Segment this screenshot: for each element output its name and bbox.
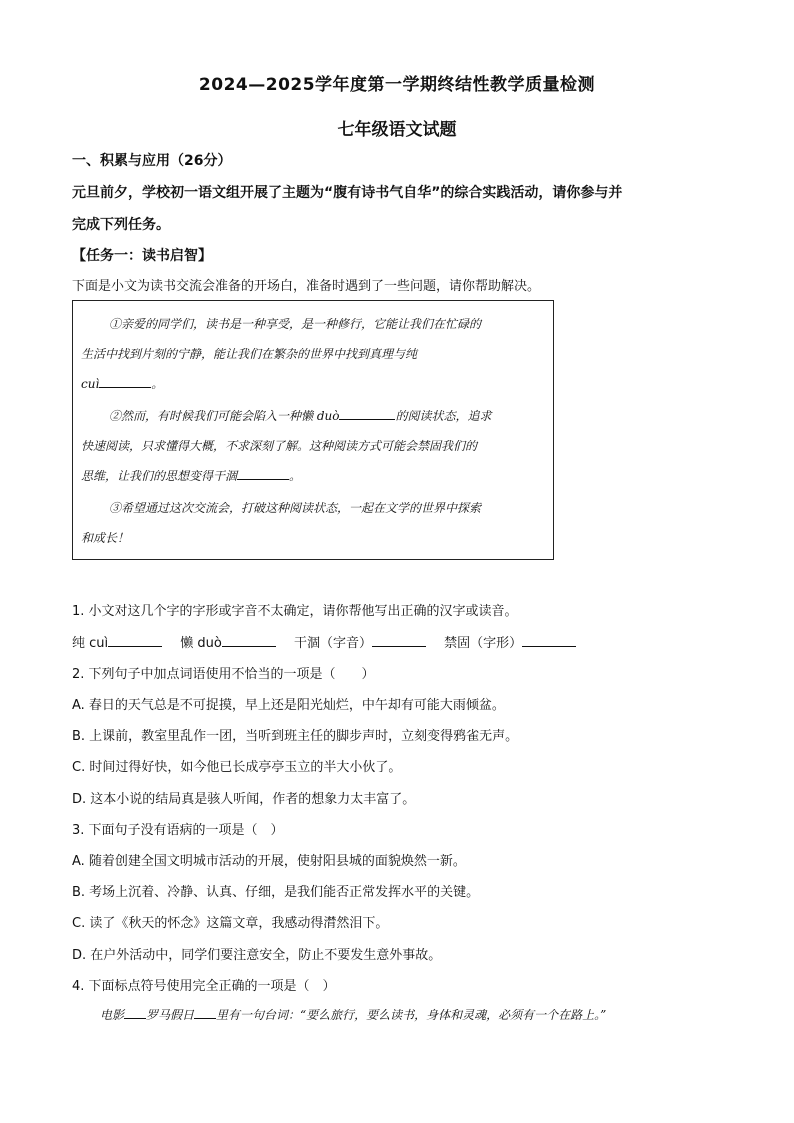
draft-p2-line2: 快速阅读，只求懂得大概，不求深刻了解。这种阅读方式可能会禁固我们的 <box>81 439 478 453</box>
speech-draft-box <box>72 300 554 560</box>
q1-answer-row <box>72 632 576 651</box>
q1-blank-jingu[interactable] <box>522 634 576 647</box>
q3-stem: 3. 下面句子没有语病的一项是（ ） <box>72 823 284 838</box>
q3-option-d[interactable]: D. 在户外活动中，同学们要注意安全，防止不要发生意外事故。 <box>72 948 442 963</box>
q1-blank-duo[interactable] <box>222 634 276 647</box>
q1-item-ganhe: 干涸（字音） <box>294 636 373 651</box>
draft-p3-line2: 和成长！ <box>81 531 130 545</box>
q1-blank-cui[interactable] <box>108 634 162 647</box>
draft-blank-gan-he <box>237 467 289 480</box>
q3-option-c[interactable]: C. 读了《秋天的怀念》这篇文章，我感动得潸然泪下。 <box>72 916 389 931</box>
q4-punct-blank-left <box>124 1006 146 1019</box>
section-intro-line1: 元旦前夕，学校初一语文组开展了主题为“腹有诗书气自华”的综合实践活动，请你参与并 <box>72 185 623 201</box>
q4-punct-blank-right <box>194 1006 216 1019</box>
draft-blank-duo <box>339 407 395 420</box>
section-intro-line2: 完成下列任务。 <box>72 217 170 233</box>
exam-title: 2024—2025学年度第一学期终结性教学质量检测 <box>198 75 596 95</box>
q1-stem: 1. 小文对这几个字的字形或字音不太确定，请你帮他写出正确的汉字或读音。 <box>72 604 518 619</box>
pinyin-cui: cuì <box>81 377 100 391</box>
q2-option-a[interactable]: A. 春日的天气总是不可捉摸，早上还是阳光灿烂，中午却有可能大雨倾盆。 <box>72 698 505 713</box>
draft-p1-line3: cuì 。 <box>81 377 164 391</box>
q1-item-cui: 纯 cuì <box>72 636 109 651</box>
q3-option-b[interactable]: B. 考场上沉着、冷静、认真、仔细，是我们能否正常发挥水平的关键。 <box>72 885 480 900</box>
q2-option-c[interactable]: C. 时间过得好快，如今他已长成亭亭玉立的半大小伙了。 <box>72 760 402 775</box>
draft-p2-line3: 思维，让我们的思想变得干涸 。 <box>81 469 302 483</box>
q3-option-a[interactable]: A. 随着创建全国文明城市活动的开展，使射阳县城的面貌焕然一新。 <box>72 854 466 869</box>
exam-subtitle: 七年级语文试题 <box>337 120 457 140</box>
draft-p3-line1: ③希望通过这次交流会，打破这种阅读状态，一起在文学的世界中探索 <box>109 501 482 515</box>
q2-option-b[interactable]: B. 上课前，教室里乱作一团，当听到班主任的脚步声时，立刻变得鸦雀无声。 <box>72 729 519 744</box>
draft-p1-line1: ①亲爱的同学们，读书是一种享受，是一种修行，它能让我们在忙碌的 <box>109 317 482 331</box>
q4-movie-name: 罗马假日 <box>146 1008 195 1022</box>
q1-item-duo: 懒 duò <box>180 636 222 651</box>
task1-description: 下面是小文为读书交流会准备的开场白，准备时遇到了一些问题，请你帮助解决。 <box>72 279 541 294</box>
draft-p1-line2: 生活中找到片刻的宁静，能让我们在繁杂的世界中找到真理与纯 <box>81 347 418 361</box>
q2-option-d[interactable]: D. 这本小说的结局真是骇人听闻，作者的想象力太丰富了。 <box>72 792 416 807</box>
section-heading: 一、积累与应用（26分） <box>72 153 232 169</box>
q4-quote-sentence: 电影 罗马假日 里有一句台词：“要么旅行，要么读书，身体和灵魂，必须有一个在路上。” <box>100 1008 607 1022</box>
task1-heading: 【任务一：读书启智】 <box>72 248 212 264</box>
draft-blank-cui <box>99 375 151 388</box>
q1-blank-ganhe[interactable] <box>372 634 426 647</box>
q4-stem: 4. 下面标点符号使用完全正确的一项是（ ） <box>72 979 336 994</box>
draft-p2-line1: ②然而，有时候我们可能会陷入一种懒 duò 的阅读状态，追求 <box>109 409 492 423</box>
q1-item-jingu: 禁固（字形） <box>444 636 523 651</box>
q2-stem: 2. 下列句子中加点词语使用不恰当的一项是（ ） <box>72 667 375 682</box>
